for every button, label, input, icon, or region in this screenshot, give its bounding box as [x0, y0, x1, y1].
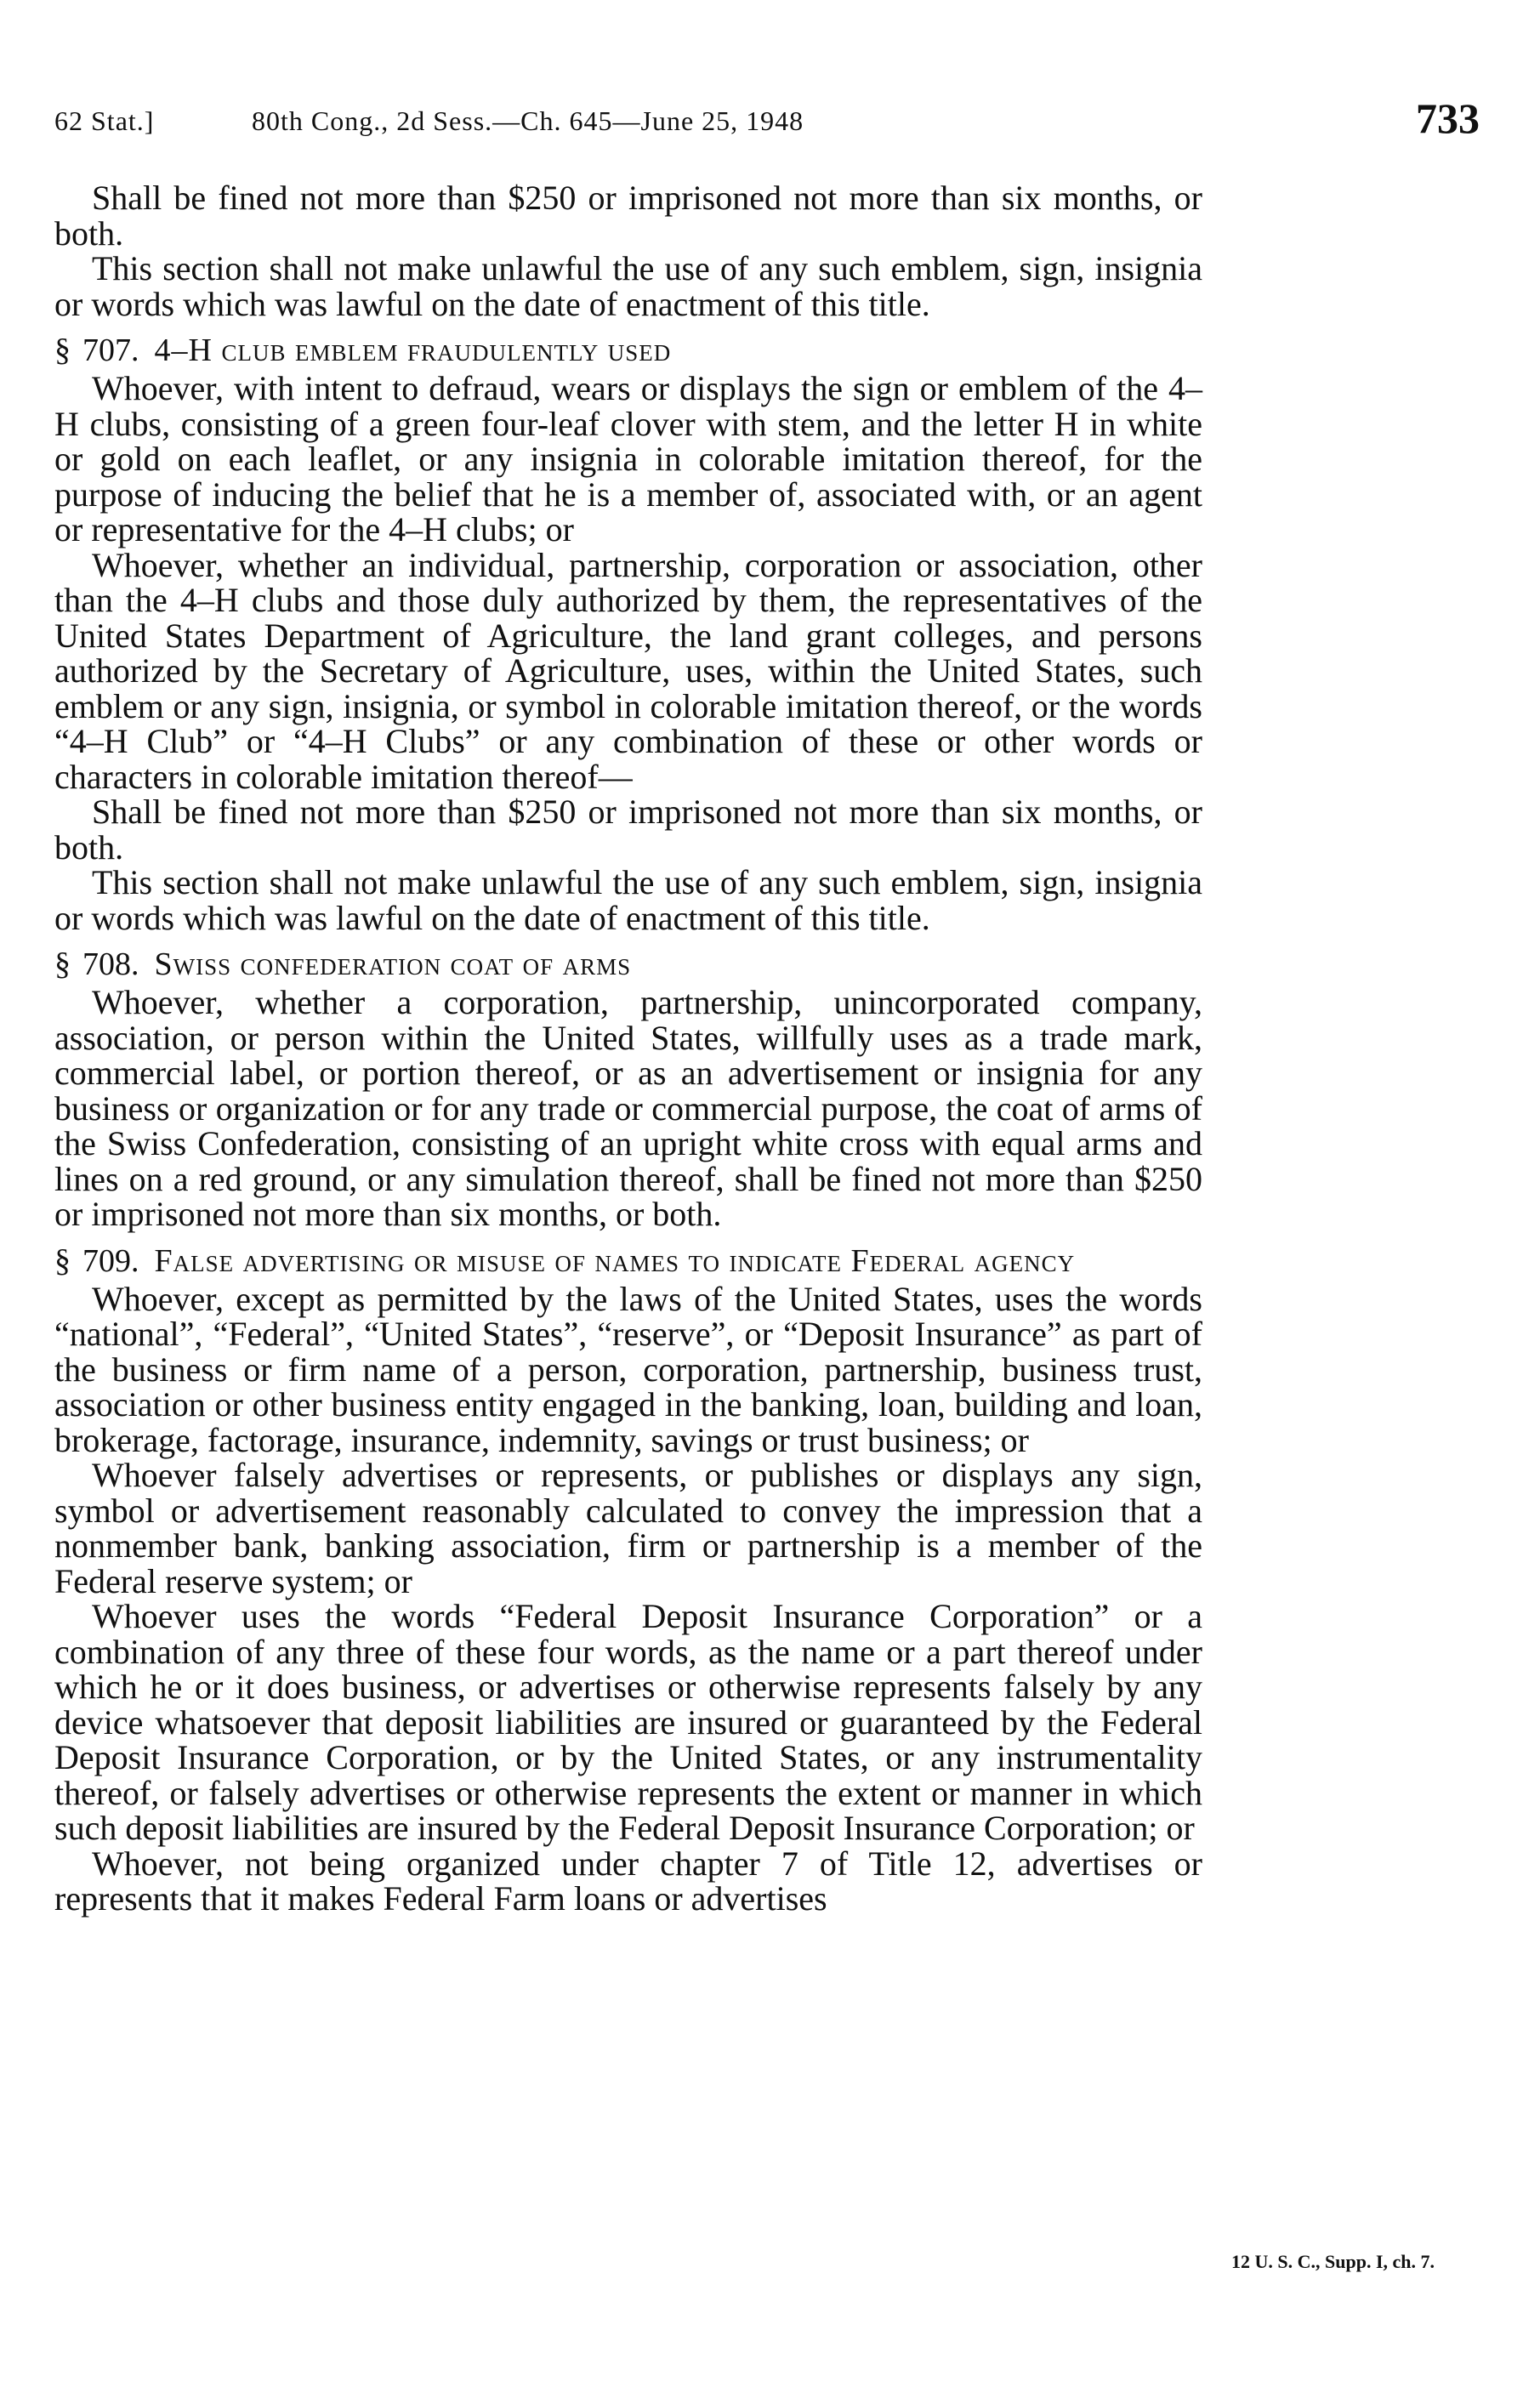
- section-title: False advertising or misuse of names to indicate Federal agency: [154, 1242, 1076, 1279]
- body-text: [54, 180, 1202, 1917]
- section-symbol: §: [54, 1242, 71, 1279]
- section-heading-708: [54, 947, 1202, 981]
- section-number: 709.: [82, 1242, 139, 1279]
- section-heading-707: [54, 333, 1202, 367]
- section-title: Swiss confederation coat of arms: [154, 946, 632, 982]
- paragraph: Shall be fined not more than $250 or imprisoned not more than six months, or both.: [54, 179, 1202, 253]
- paragraph: Whoever, except as permitted by the laws of the United States, uses the words “national”, “Federal”, “United States”, “reserve”, or “Deposit Insurance” as part of the business or firm name of a person, corporation, partnership, business trust, association or other business entity engaged in the banking, loan, building and loan, brokerage, factorage, insurance, indemnity, savings or trust business; or: [54, 1279, 1202, 1459]
- section-number: 707.: [82, 332, 139, 368]
- section-number: 708.: [82, 946, 139, 982]
- paragraph: This section shall not make unlawful the use of any such emblem, sign, insignia or words which was lawful on the date of enactment of this title.: [54, 249, 1202, 323]
- paragraph: Whoever falsely advertises or represents, or publishes or displays any sign, symbol or advertisement reasonably calculated to convey the impression that a nonmember bank, banking association, firm or partnership is a member of the Federal reserve system; or: [54, 1456, 1202, 1600]
- margin-citation: 12 U. S. C., Supp. I, ch. 7.: [1231, 2251, 1435, 2272]
- page-number: 733: [1416, 94, 1480, 142]
- paragraph: Whoever, not being organized under chapter 7 of Title 12, advertises or represents that it makes Federal Farm loans or advertises: [54, 1844, 1202, 1918]
- paragraph: Whoever, whether a corporation, partnership, unincorporated company, association, or person within the United States, willfully uses as a trade mark, commercial label, or portion thereof, or as an advertisement or insignia for any business or organization or for any trade or commercial purpose, the coat of arms of the Swiss Confederation, consisting of an upright white cross with equal arms and lines on a red ground, or any simulation thereof, shall be fined not more than $250 or imprisoned not more than six months, or both.: [54, 983, 1202, 1233]
- section-symbol: §: [54, 332, 71, 368]
- section-title: 4–H club emblem fraudulently used: [154, 332, 672, 368]
- paragraph: Whoever uses the words “Federal Deposit Insurance Corporation” or a combination of any three of these four words, as the name or a part thereof under which he or it does business, or advertises or otherwise represents falsely by any device whatsoever that deposit liabilities are insured or guaranteed by the Federal Deposit Insurance Corporation, or by the United States, or any instrumentality thereof, or falsely advertises or otherwise represents the extent or manner in which such deposit liabilities are insured by the Federal Deposit Insurance Corporation; or: [54, 1597, 1202, 1847]
- paragraph: Whoever, whether an individual, partnership, corporation or association, other than the 4–H clubs and those duly authorized by them, the representatives of the United States Department of Agriculture, the land grant colleges, and persons authorized by the Secretary of Agriculture, uses, within the United States, such emblem or any sign, insignia, or symbol in colorable imitation thereof, or the words “4–H Club” or “4–H Clubs” or any combination of these or other words or characters in colorable imitation thereof—: [54, 545, 1202, 796]
- statute-reference: 62 Stat.]: [54, 105, 155, 136]
- paragraph: Shall be fined not more than $250 or imprisoned not more than six months, or both.: [54, 793, 1202, 867]
- session-chapter-date: 80th Cong., 2d Sess.—Ch. 645—June 25, 1948: [252, 105, 804, 136]
- section-heading-709: [54, 1244, 1202, 1278]
- paragraph: This section shall not make unlawful the use of any such emblem, sign, insignia or words which was lawful on the date of enactment of this title.: [54, 863, 1202, 937]
- section-symbol: §: [54, 946, 71, 982]
- paragraph: Whoever, with intent to defraud, wears or displays the sign or emblem of the 4–H clubs, consisting of a green four-leaf clover with stem, and the letter H in white or gold on each leaflet, or any insignia in colorable imitation thereof, for the purpose of inducing the belief that he is a member of, associated with, or an agent or representative for the 4–H clubs; or: [54, 369, 1202, 548]
- running-header: [54, 94, 1480, 156]
